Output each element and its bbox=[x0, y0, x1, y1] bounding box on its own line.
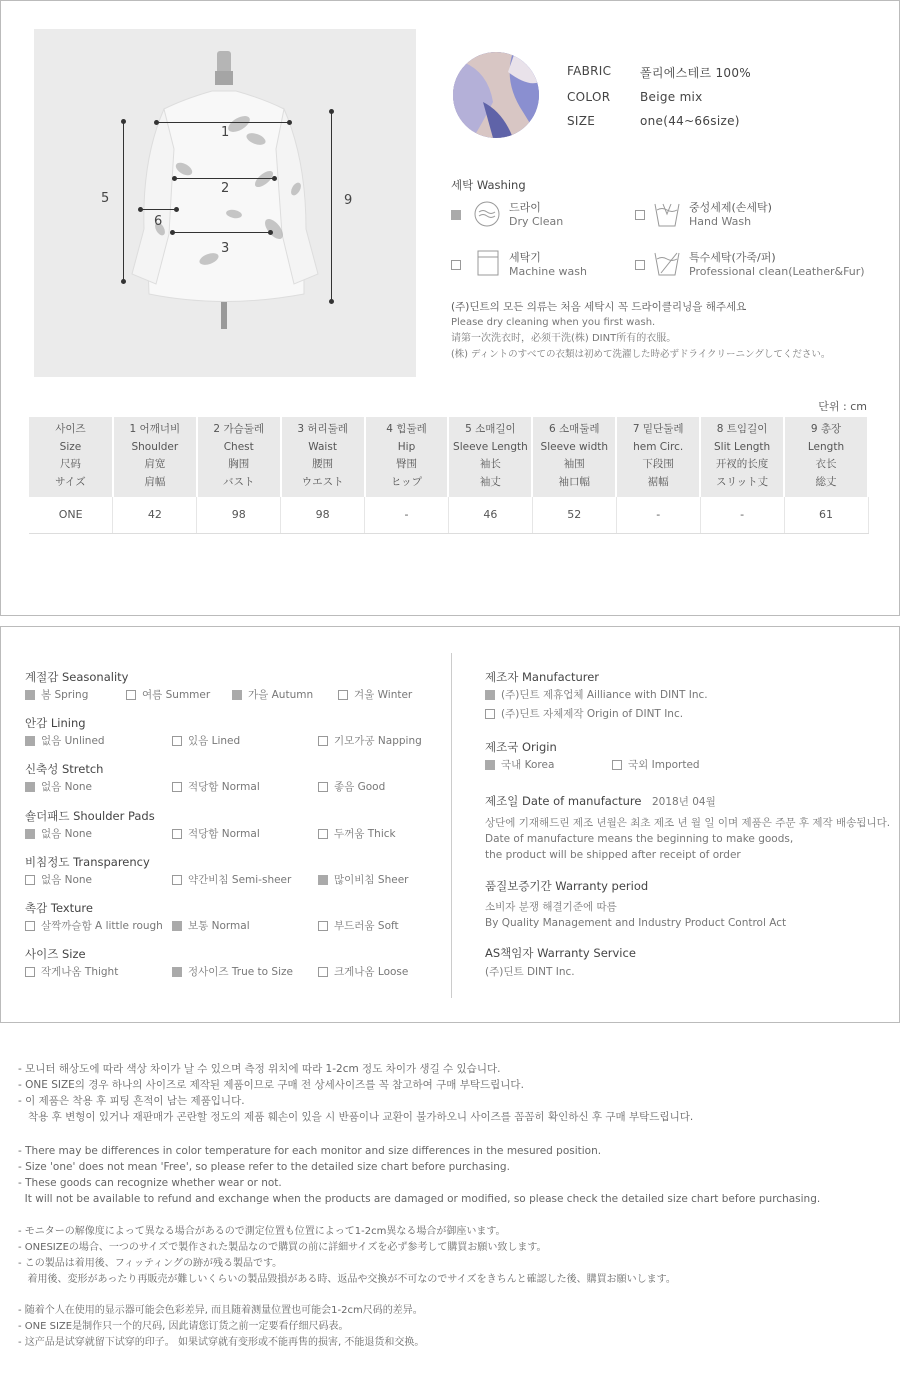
prop-option-2-2: 좋음 Good bbox=[318, 779, 385, 794]
size-table-header-9: 9 총장 Length 衣长 総丈 bbox=[784, 417, 868, 497]
notice-english: - There may be differences in color temperature for each monitor and size differences in the mesured position. - Size 'one' does not mean 'Free', so please refer to the detailed size chart before purchasing. - These goods can recognize whether wear or not. It will not be available to refund and exchange when the products are damaged or modified, so please check the detailed size chart before purchasing. bbox=[18, 1145, 821, 1205]
measure-label-1: 1 bbox=[221, 125, 230, 140]
size-table-cell-8: - bbox=[700, 497, 784, 533]
prop-option-0-3: 겨울 Winter bbox=[338, 687, 412, 702]
checkbox-icon bbox=[318, 736, 328, 746]
size-table-cell-9: 61 bbox=[784, 497, 868, 533]
checkbox-icon bbox=[126, 690, 136, 700]
warranty-description: 소비자 분쟁 해결기준에 따름 By Quality Management and Industry Product Control Act bbox=[485, 901, 787, 929]
checkbox-icon bbox=[318, 875, 328, 885]
checkbox-icon bbox=[25, 782, 35, 792]
size-table bbox=[29, 417, 869, 534]
prop-option-1-1: 있음 Lined bbox=[172, 733, 240, 748]
prop-option-4-1: 약간비침 Semi-sheer bbox=[172, 872, 291, 887]
measure-label-3: 3 bbox=[221, 241, 230, 256]
size-table-header-0: 사이즈 Size 尺码 サイズ bbox=[29, 417, 113, 497]
size-table-header-2: 2 가슴둘레 Chest 胸围 バスト bbox=[197, 417, 281, 497]
size-table-cell-1: 42 bbox=[113, 497, 197, 533]
prop-option-3-0: 없음 None bbox=[25, 826, 92, 841]
size-table-header-7: 7 밑단둘레 hem Circ. 下段围 裾幅 bbox=[616, 417, 700, 497]
prop-option-1-0: 없음 Unlined bbox=[25, 733, 105, 748]
prop-option-0-0: 봄 Spring bbox=[25, 687, 88, 702]
checkbox-icon bbox=[25, 736, 35, 746]
washing-title: 세탁 Washing bbox=[451, 178, 526, 192]
fabric-swatch bbox=[453, 52, 539, 138]
fabric-label: FABRIC bbox=[567, 64, 612, 78]
origin-title: 제조국 Origin bbox=[485, 740, 557, 754]
dry-clean-icon bbox=[473, 200, 501, 231]
checkbox-icon bbox=[25, 967, 35, 977]
notice-japanese: - モニターの解像度によって異なる場合があるので測定位置も位置によって1-2cm異なる場合が御座います。 - ONESIZEの場合、一つのサイズで製作された製品なので購買の前に詳細サイズを必ず参考して購買お願い致します。 - この製品は着用後、フィッティングの跡が残る製品です。 着用後、変形があったり再販売が難しいくらいの製品毀損がある時、返品や交換が不可なのでサイズをきちんと確認した後、購買お願いします。 bbox=[18, 1226, 676, 1285]
wash-professional-checkbox bbox=[635, 258, 651, 271]
prop-option-3-2: 두꺼움 Thick bbox=[318, 826, 396, 841]
prop-option-5-0: 살짝까슬함 A little rough bbox=[25, 918, 163, 933]
manufacturer-option-1: (주)딘트 제휴업체 Ailliance with DINT Inc. bbox=[485, 687, 708, 702]
blouse-on-mannequin-image bbox=[34, 29, 416, 377]
prop-option-1-2: 기모가공 Napping bbox=[318, 733, 422, 748]
warranty-title: 품질보증기간 Warranty period bbox=[485, 879, 649, 893]
size-table-cell-0: ONE bbox=[29, 497, 113, 533]
wash-hand-wash-checkbox bbox=[635, 208, 651, 221]
unit-label: 단위 : cm bbox=[818, 400, 867, 413]
measure-label-6: 6 bbox=[154, 214, 163, 229]
prop-option-0-1: 여름 Summer bbox=[126, 687, 210, 702]
measure-label-2: 2 bbox=[221, 181, 230, 196]
checkbox-icon bbox=[338, 690, 348, 700]
notice-korean: - 모니터 해상도에 따라 색상 차이가 날 수 있으며 측정 위치에 따라 1-2cm 정도 차이가 생길 수 있습니다. - ONE SIZE의 경우 하나의 사이즈로 제작된 제품이므로 구매 전 상세사이즈를 꼭 참고하여 구매 부탁드립니다. - 이 제품은 착용 후 피팅 흔적이 남는 제품입니다. 착용 후 변형이 있거나 재판매가 곤란할 정도의 제품 훼손이 있을 시 반품이나 교환이 불가하오니 사이즈를 꼼꼼히 확인하신 후 구매 부탁드립니다. bbox=[18, 1063, 694, 1123]
care-notes: (주)딘트의 모든 의류는 처음 세탁시 꼭 드라이클리닝을 해주세요 Please dry cleaning when you first wash. 请第一次洗衣时，必须干洗(株) DINT所有的衣服。 (株) ディントのすべての衣類は初めて洗濯した時必ずドライクリーニングしてください。 bbox=[451, 301, 831, 360]
size-table-cell-3: 98 bbox=[281, 497, 365, 533]
checkbox-icon bbox=[172, 967, 182, 977]
size-table-header-5: 5 소매길이 Sleeve Length 袖长 袖丈 bbox=[448, 417, 532, 497]
size-value: one(44~66size) bbox=[640, 114, 740, 128]
product-details-panel bbox=[0, 626, 900, 1023]
measure-label-9: 9 bbox=[344, 193, 353, 208]
size-table-cell-5: 46 bbox=[448, 497, 532, 533]
origin-option-imported: 국외 Imported bbox=[612, 757, 700, 772]
checkbox-icon bbox=[172, 736, 182, 746]
prop-title-4: 비침정도 Transparency bbox=[25, 854, 150, 869]
prop-option-6-2: 크게나옴 Loose bbox=[318, 964, 408, 979]
checkbox-icon bbox=[318, 782, 328, 792]
size-table-cell-4: - bbox=[365, 497, 449, 533]
prop-option-2-0: 없음 None bbox=[25, 779, 92, 794]
prop-option-4-2: 많이비침 Sheer bbox=[318, 872, 408, 887]
wash-machine-text: 세탁기 Machine wash bbox=[509, 251, 587, 278]
prop-title-2: 신축성 Stretch bbox=[25, 762, 104, 777]
measure-label-5: 5 bbox=[101, 191, 110, 206]
machine-wash-icon bbox=[475, 249, 501, 280]
prop-title-1: 안감 Lining bbox=[25, 716, 86, 731]
size-table-header-8: 8 트임길이 Slit Length 开衩的长度 スリット丈 bbox=[700, 417, 784, 497]
checkbox-icon bbox=[172, 829, 182, 839]
wash-dry-clean-text: 드라이 Dry Clean bbox=[509, 201, 564, 228]
checkbox-icon bbox=[318, 967, 328, 977]
manufacturer-option-2: (주)딘트 자체제작 Origin of DINT Inc. bbox=[485, 706, 683, 721]
prop-option-0-2: 가을 Autumn bbox=[232, 687, 313, 702]
wash-professional-text: 특수세탁(가죽/퍼) Professional clean(Leather&Fur) bbox=[689, 251, 865, 278]
size-table-cell-7: - bbox=[616, 497, 700, 533]
prop-title-0: 계절감 Seasonality bbox=[25, 670, 129, 684]
date-value: 2018년 04월 bbox=[652, 796, 716, 808]
hand-wash-icon bbox=[653, 200, 681, 231]
size-table-header-6: 6 소매둘레 Sleeve width 袖围 袖口幅 bbox=[532, 417, 616, 497]
wash-dry-clean-checkbox bbox=[451, 208, 467, 221]
prop-option-5-1: 보통 Normal bbox=[172, 918, 250, 933]
size-label: SIZE bbox=[567, 114, 596, 128]
as-title: AS책임자 Warranty Service bbox=[485, 946, 636, 960]
product-photo bbox=[34, 29, 416, 377]
checkbox-icon bbox=[318, 829, 328, 839]
professional-clean-icon bbox=[653, 249, 681, 280]
checkbox-icon bbox=[25, 690, 35, 700]
product-info-panel bbox=[0, 0, 900, 616]
column-divider bbox=[451, 653, 452, 998]
wash-machine-checkbox bbox=[451, 258, 467, 271]
size-table-header-4: 4 힙둘레 Hip 臀围 ヒップ bbox=[365, 417, 449, 497]
size-table-header-3: 3 허리둘레 Waist 腰围 ウエスト bbox=[281, 417, 365, 497]
checkbox-icon bbox=[232, 690, 242, 700]
prop-option-4-0: 없음 None bbox=[25, 872, 92, 887]
size-table-cell-6: 52 bbox=[532, 497, 616, 533]
date-description: 상단에 기재해드린 제조 년월은 최초 제조 년 월 일 이며 제품은 주문 후 제작 배송됩니다. Date of manufacture means the beginning to make goods, the product will be shipped after receipt of order bbox=[485, 817, 891, 861]
prop-option-5-2: 부드러움 Soft bbox=[318, 918, 399, 933]
checkbox-icon bbox=[318, 921, 328, 931]
checkbox-icon bbox=[172, 921, 182, 931]
prop-option-3-1: 적당함 Normal bbox=[172, 826, 260, 841]
prop-title-6: 사이즈 Size bbox=[25, 947, 86, 962]
prop-option-2-1: 적당함 Normal bbox=[172, 779, 260, 794]
as-value: (주)딘트 DINT Inc. bbox=[485, 966, 575, 978]
size-table-cell-2: 98 bbox=[197, 497, 281, 533]
checkbox-icon bbox=[172, 782, 182, 792]
prop-option-6-1: 정사이즈 True to Size bbox=[172, 964, 293, 979]
prop-title-3: 숄더패드 Shoulder Pads bbox=[25, 808, 155, 823]
date-title: 제조일 Date of manufacture bbox=[485, 794, 642, 808]
manufacturer-title: 제조자 Manufacturer bbox=[485, 670, 600, 684]
color-label: COLOR bbox=[567, 90, 611, 104]
checkbox-icon bbox=[172, 875, 182, 885]
checkbox-icon bbox=[25, 875, 35, 885]
fabric-value: 폴리에스테르 100% bbox=[640, 66, 751, 80]
origin-option-korea: 국내 Korea bbox=[485, 757, 554, 772]
size-table-header-1: 1 어깨너비 Shoulder 肩宽 肩幅 bbox=[113, 417, 197, 497]
notice-chinese: - 随着个人在使用的显示器可能会色彩差异, 而且随着测量位置也可能会1-2cm尺码的差异。 - ONE SIZE是制作只一个的尺码, 因此请您订货之前一定要看仔细尺码表。 - 这产品是试穿就留下试穿的印子。 如果试穿就有变形或不能再售的损害, 不能退货和交换。 bbox=[18, 1305, 425, 1348]
wash-hand-wash-text: 중성세제(손세탁) Hand Wash bbox=[689, 201, 772, 228]
prop-option-6-0: 작게나옴 Thight bbox=[25, 964, 118, 979]
checkbox-icon bbox=[25, 921, 35, 931]
checkbox-icon bbox=[25, 829, 35, 839]
prop-title-5: 촉감 Texture bbox=[25, 901, 93, 915]
color-value: Beige mix bbox=[640, 90, 703, 104]
